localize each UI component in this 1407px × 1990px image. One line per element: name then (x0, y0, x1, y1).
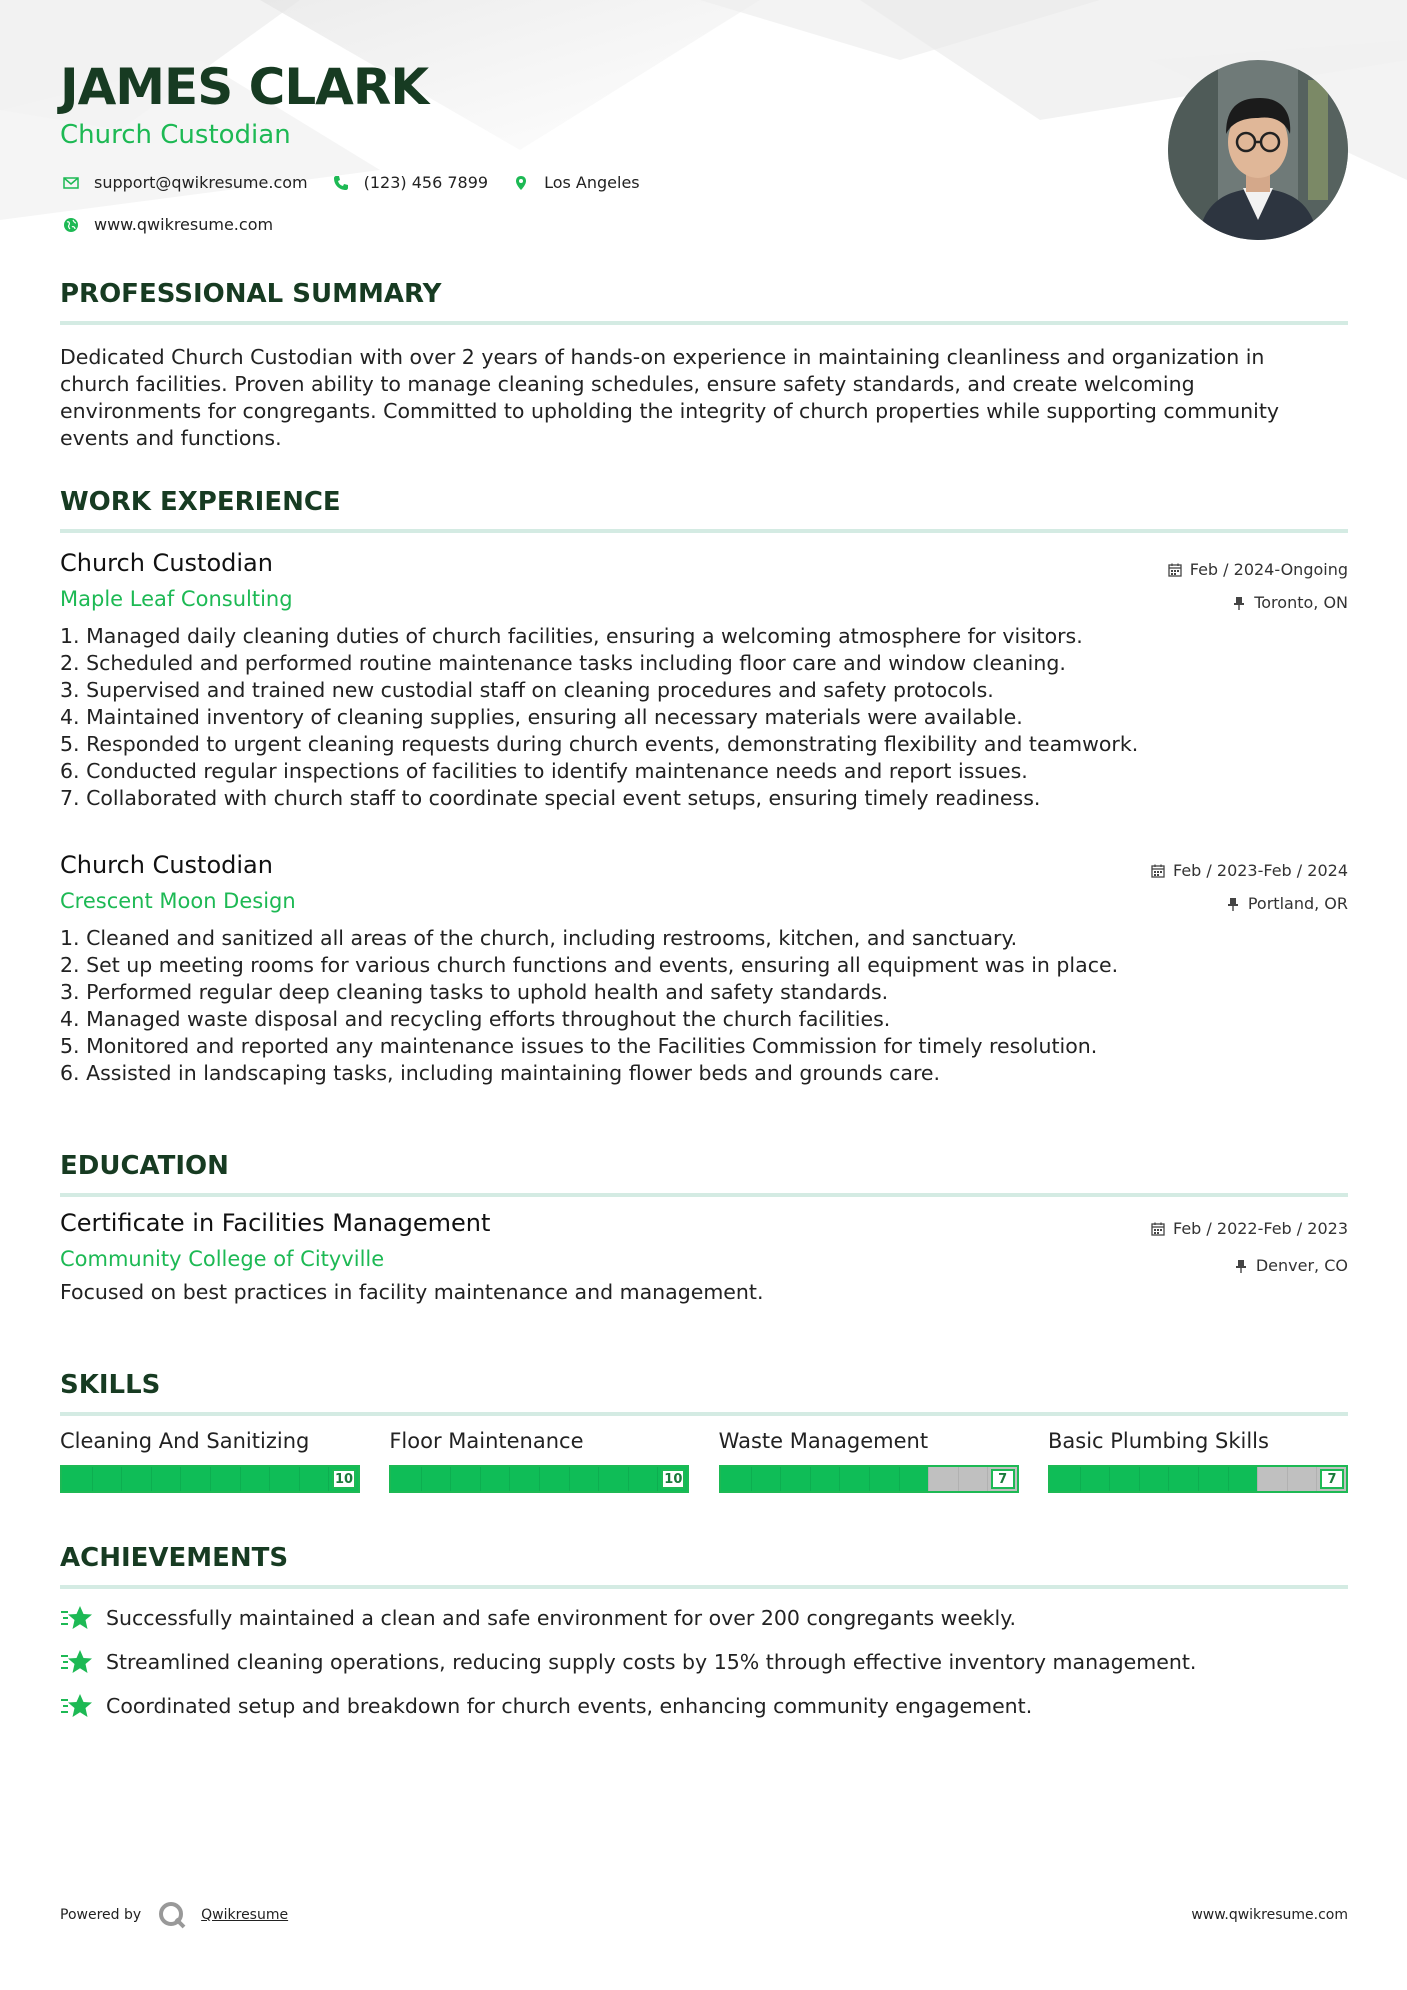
achievements-list (60, 1596, 1348, 1728)
pushpin-icon (1226, 897, 1240, 911)
job-meta (1168, 560, 1348, 612)
job-company: Maple Leaf Consulting (60, 587, 293, 611)
envelope-icon (60, 174, 82, 192)
skill-bar-segment (450, 1467, 451, 1491)
job-bullets (60, 623, 1348, 812)
achievement-text: Coordinated setup and breakdown for church events, enhancing community engagement. (106, 1694, 1033, 1718)
skill-bar (719, 1465, 1019, 1493)
list-item: 6. Conducted regular inspections of facilities to identify maintenance needs and report issues. (60, 759, 1028, 783)
qwikresume-logo-icon (157, 1900, 187, 1930)
skill-level: 7 (991, 1469, 1015, 1489)
contact-row-website (60, 215, 295, 234)
list-item: 4. Maintained inventory of cleaning supplies, ensuring all necessary materials were available. (60, 705, 1023, 729)
summary-line: events and functions. (60, 426, 282, 450)
skill-bar-segment (598, 1467, 599, 1491)
calendar-icon (1151, 1222, 1165, 1236)
phone-icon (330, 174, 352, 192)
skill-bar-segment (958, 1467, 959, 1491)
skill-bar-segment (1228, 1467, 1229, 1491)
skill-bar-segment (657, 1467, 658, 1491)
skill-bar-segment (328, 1467, 329, 1491)
skill-level: 7 (1320, 1469, 1344, 1489)
school-name: Community College of Cityville (60, 1247, 385, 1271)
job-dates: Feb / 2024-Ongoing (1189, 560, 1348, 579)
list-item: 5. Responded to urgent cleaning requests during church events, demonstrating flexibility and teamwork. (60, 732, 1139, 756)
skill-bar-segment (1109, 1467, 1110, 1491)
list-item: 5. Monitored and reported any maintenance issues to the Facilities Commission for timely resolution. (60, 1034, 1098, 1058)
email-text: support@qwikresume.com (94, 173, 308, 192)
skill-bar-segment (121, 1467, 122, 1491)
skill-bar-segment (780, 1467, 781, 1491)
skill-item (719, 1429, 1019, 1493)
job-meta (1151, 861, 1348, 913)
skill-bar-segment (1257, 1467, 1258, 1491)
skill-level: 10 (661, 1469, 685, 1489)
job-entry (60, 549, 1348, 812)
job-entry (60, 851, 1348, 1087)
skill-bar-segment (210, 1467, 211, 1491)
list-item: 2. Scheduled and performed routine maintenance tasks including floor care and window cleaning. (60, 651, 1066, 675)
skill-bar-segment (869, 1467, 870, 1491)
achievement-text: Streamlined cleaning operations, reducing supply costs by 15% through effective inventory management. (106, 1650, 1197, 1674)
list-item: 3. Supervised and trained new custodial staff on cleaning procedures and safety protocols. (60, 678, 994, 702)
globe-icon (60, 216, 82, 234)
job-bullets (60, 925, 1348, 1087)
skill-bar-segment (928, 1467, 929, 1491)
skill-bar-segment (1316, 1467, 1317, 1491)
footer (60, 1900, 1348, 1930)
candidate-role: Church Custodian (60, 120, 291, 150)
skill-bar-segment (299, 1467, 300, 1491)
location-text: Los Angeles (544, 173, 640, 192)
contact-row (60, 173, 662, 192)
skill-item (389, 1429, 689, 1493)
contact-website[interactable] (60, 215, 273, 234)
skill-bar (389, 1465, 689, 1493)
section-title-summary: PROFESSIONAL SUMMARY (60, 279, 1348, 325)
skill-bar-segment (1198, 1467, 1199, 1491)
summary-line: environments for congregants. Committed to upholding the integrity of church properties while supporting community (60, 399, 1279, 423)
star-achievement-icon (60, 1603, 94, 1633)
job-company: Crescent Moon Design (60, 889, 296, 913)
website-text: www.qwikresume.com (94, 215, 274, 234)
list-item: 2. Set up meeting rooms for various church functions and events, ensuring all equipment was in place. (60, 953, 1119, 977)
contact-phone[interactable] (330, 173, 488, 192)
skill-name: Basic Plumbing Skills (1047, 1429, 1269, 1453)
list-item (60, 1596, 1348, 1640)
skill-bar-segment (1287, 1467, 1288, 1491)
candidate-name: JAMES CLARK (60, 58, 429, 116)
skill-bar-segment (180, 1467, 181, 1491)
contact-location (510, 173, 640, 192)
star-achievement-icon (60, 1647, 94, 1677)
pushpin-icon (1234, 1259, 1248, 1273)
list-item: 7. Collaborated with church staff to coordinate special event setups, ensuring timely readiness. (60, 786, 1041, 810)
section-title-experience: WORK EXPERIENCE (60, 487, 1348, 533)
calendar-icon (1151, 864, 1165, 878)
footer-url[interactable]: www.qwikresume.com (1191, 1907, 1348, 1923)
skill-bar-segment (628, 1467, 629, 1491)
skill-bar-segment (269, 1467, 270, 1491)
footer-powered-by (60, 1900, 288, 1930)
list-item: 6. Assisted in landscaping tasks, including maintaining flower beds and grounds care. (60, 1061, 941, 1085)
skill-bar-segment (421, 1467, 422, 1491)
education-dates: Feb / 2022-Feb / 2023 (1173, 1219, 1348, 1238)
skill-bar-segment (509, 1467, 510, 1491)
skill-item (1048, 1429, 1348, 1493)
job-title: Church Custodian (60, 851, 273, 879)
skill-bar-fill (1050, 1467, 1257, 1491)
skill-bar-segment (899, 1467, 900, 1491)
education-entry (60, 1209, 1348, 1306)
list-item: 1. Managed daily cleaning duties of church facilities, ensuring a welcoming atmosphere for visitors. (60, 624, 1083, 648)
skill-name: Cleaning And Sanitizing (60, 1429, 310, 1453)
brand-link[interactable]: Qwikresume (201, 1907, 289, 1923)
skill-bar-fill (721, 1467, 928, 1491)
job-dates: Feb / 2023-Feb / 2024 (1173, 861, 1348, 880)
skill-bar (1048, 1465, 1348, 1493)
skills-grid (60, 1429, 1348, 1493)
job-title: Church Custodian (60, 549, 273, 577)
summary-text (60, 344, 1348, 452)
skill-bar-segment (480, 1467, 481, 1491)
job-location: Toronto, ON (1254, 593, 1348, 612)
education-location: Denver, CO (1255, 1256, 1348, 1275)
list-item: 3. Performed regular deep cleaning tasks to uphold health and safety standards. (60, 980, 889, 1004)
job-location: Portland, OR (1247, 894, 1348, 913)
skill-bar-segment (240, 1467, 241, 1491)
list-item: 1. Cleaned and sanitized all areas of the church, including restrooms, kitchen, and sanctuary. (60, 926, 1018, 950)
summary-line: Dedicated Church Custodian with over 2 years of hands-on experience in maintaining cleanliness and organization in (60, 345, 1265, 369)
skill-level: 10 (332, 1469, 356, 1489)
profile-photo (1168, 60, 1348, 240)
skill-bar-segment (1168, 1467, 1169, 1491)
skill-bar-segment (92, 1467, 93, 1491)
skill-bar-segment (569, 1467, 570, 1491)
education-description: Focused on best practices in facility maintenance and management. (60, 1280, 764, 1304)
skill-bar-segment (839, 1467, 840, 1491)
section-title-skills: SKILLS (60, 1370, 1348, 1416)
section-title-education: EDUCATION (60, 1151, 1348, 1197)
skill-bar-segment (810, 1467, 811, 1491)
avatar (1168, 60, 1348, 240)
contact-email[interactable] (60, 173, 308, 192)
section-title-achievements: ACHIEVEMENTS (60, 1543, 1348, 1589)
degree-title: Certificate in Facilities Management (60, 1209, 491, 1237)
skill-name: Floor Maintenance (389, 1429, 584, 1453)
skill-bar-segment (539, 1467, 540, 1491)
skill-name: Waste Management (718, 1429, 929, 1453)
pushpin-icon (1232, 596, 1246, 610)
summary-line: church facilities. Proven ability to manage cleaning schedules, ensure safety standards, and create welcoming (60, 372, 1195, 396)
phone-text: (123) 456 7899 (363, 173, 489, 192)
skill-bar-segment (751, 1467, 752, 1491)
achievement-text: Successfully maintained a clean and safe environment for over 200 congregants weekly. (106, 1606, 1016, 1630)
list-item (60, 1684, 1348, 1728)
skill-bar-segment (1139, 1467, 1140, 1491)
map-pin-icon (510, 174, 532, 192)
education-meta (1151, 1219, 1348, 1275)
skill-bar-segment (1080, 1467, 1081, 1491)
skill-item (60, 1429, 360, 1493)
powered-by-label: Powered by (60, 1907, 142, 1923)
star-achievement-icon (60, 1691, 94, 1721)
list-item (60, 1640, 1348, 1684)
list-item: 4. Managed waste disposal and recycling efforts throughout the church facilities. (60, 1007, 891, 1031)
skill-bar (60, 1465, 360, 1493)
skill-bar-segment (987, 1467, 988, 1491)
skill-bar-segment (151, 1467, 152, 1491)
calendar-icon (1168, 563, 1182, 577)
